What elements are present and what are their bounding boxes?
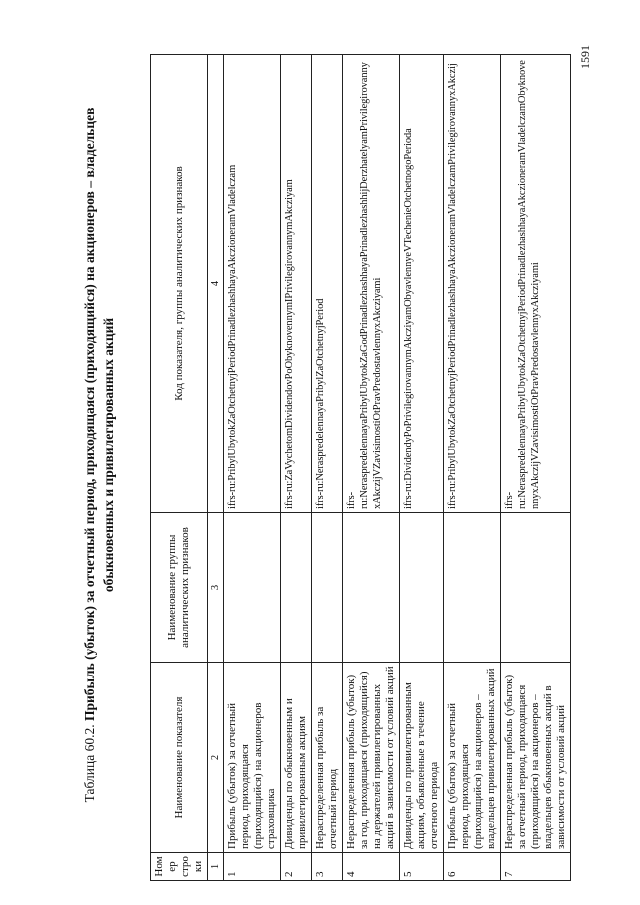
header-group-name: Наименование группы аналитических признаков xyxy=(151,513,208,663)
title-prefix: Таблица 60.2. xyxy=(82,724,97,803)
col-number-1: 1 xyxy=(208,853,224,881)
indicator-name: Нераспределенная прибыль за отчетный период xyxy=(312,663,343,853)
indicator-name: Дивиденды по привилегированным акциям, объявленные в течение отчетного периода xyxy=(400,663,444,853)
col-number-3: 3 xyxy=(208,513,224,663)
page-number: 1591 xyxy=(578,45,592,69)
col-number-2: 2 xyxy=(208,663,224,853)
group-name xyxy=(224,513,281,663)
indicator-name: Нераспределенная прибыль (убыток) за отчетный период, приходящаяся (приходящийся) на акционеров – владельцев обыкновенных акций в зависимости от условий акций xyxy=(501,663,571,853)
indicator-name: Дивиденды по обыкновенным и привилегированным акциям xyxy=(281,663,312,853)
header-indicator-name: Наименование показателя xyxy=(151,663,208,853)
row-number: 1 xyxy=(224,853,281,881)
table-row xyxy=(400,55,444,881)
row-number: 3 xyxy=(312,853,343,881)
table-row xyxy=(444,55,501,881)
indicator-code: ifrs-ru:NeraspredelennayaPribylZaOtchetnyjPeriod xyxy=(312,55,343,513)
indicator-code: ifrs-ru:NeraspredelennayaPribylUbytokZaOtchetnyjPeriodPrinadlezhashhayaAkczioneramVladelczamObyknovennyxAkczijVZavisimostiOtPravPredostavlennyxAkcziyami xyxy=(501,55,571,513)
row-number: 7 xyxy=(501,853,571,881)
indicator-name: Нераспределенная прибыль (убыток) за год, приходящаяся (приходящийся) на держателей привилегированных акций в зависимости от условий акций xyxy=(343,663,400,853)
title-line-2: обыкновенных и привилегированных акций xyxy=(101,317,116,593)
indicator-name: Прибыль (убыток) за отчетный период, приходящаяся (приходящийся) на акционеров страховщика xyxy=(224,663,281,853)
group-name xyxy=(312,513,343,663)
row-number: 2 xyxy=(281,853,312,881)
table-row xyxy=(312,55,343,881)
row-number: 6 xyxy=(444,853,501,881)
column-number-row xyxy=(208,55,224,881)
indicator-code: ifrs-ru:PribylUbytokZaOtchetnyjPeriodPrinadlezhashhayaAkczioneramVladelczam xyxy=(224,55,281,513)
header-row-number: Номер строки xyxy=(151,853,208,881)
title-line-1: Прибыль (убыток) за отчетный период, приходящаяся (приходящийся) на акционеров – владельцев xyxy=(82,107,97,722)
header-row xyxy=(151,55,208,881)
indicator-code: ifrs-ru:NeraspredelennayaPribylUbytokZaGodPrinadlezhashhayaPrinadlezhashhijDerzhatelyamPrivilegirovannyxAkczijVZavisimostiOtPravPredostavlennyxAkcziyami xyxy=(343,55,400,513)
group-name xyxy=(400,513,444,663)
group-name xyxy=(444,513,501,663)
group-name xyxy=(501,513,571,663)
indicator-table xyxy=(150,54,571,881)
table-row xyxy=(343,55,400,881)
indicator-code: ifrs-ru:ZaVychetomDividendovPoObyknovennymIPrivilegirovannymAkcziyam xyxy=(281,55,312,513)
group-name xyxy=(343,513,400,663)
indicator-code: ifrs-ru:PribylUbytokZaOtchetnyjPeriodPrinadlezhashhayaAkczioneramVladelczamPrivilegirovannyxAkczij xyxy=(444,55,501,513)
group-name xyxy=(281,513,312,663)
row-number: 5 xyxy=(400,853,444,881)
col-number-4: 4 xyxy=(208,55,224,513)
table-row xyxy=(224,55,281,881)
table-row xyxy=(501,55,571,881)
header-code: Код показателя, группы аналитических признаков xyxy=(151,55,208,513)
table-title xyxy=(80,45,118,865)
indicator-code: ifrs-ru:DividendyPoPrivilegirovannymAkcziyamObyavlennyeVTechenieOtchetnogoPerioda xyxy=(400,55,444,513)
row-number: 4 xyxy=(343,853,400,881)
table-row xyxy=(281,55,312,881)
indicator-name: Прибыль (убыток) за отчетный период, приходящаяся (приходящийся) на акционеров – владельцев привилегированных акций xyxy=(444,663,501,853)
